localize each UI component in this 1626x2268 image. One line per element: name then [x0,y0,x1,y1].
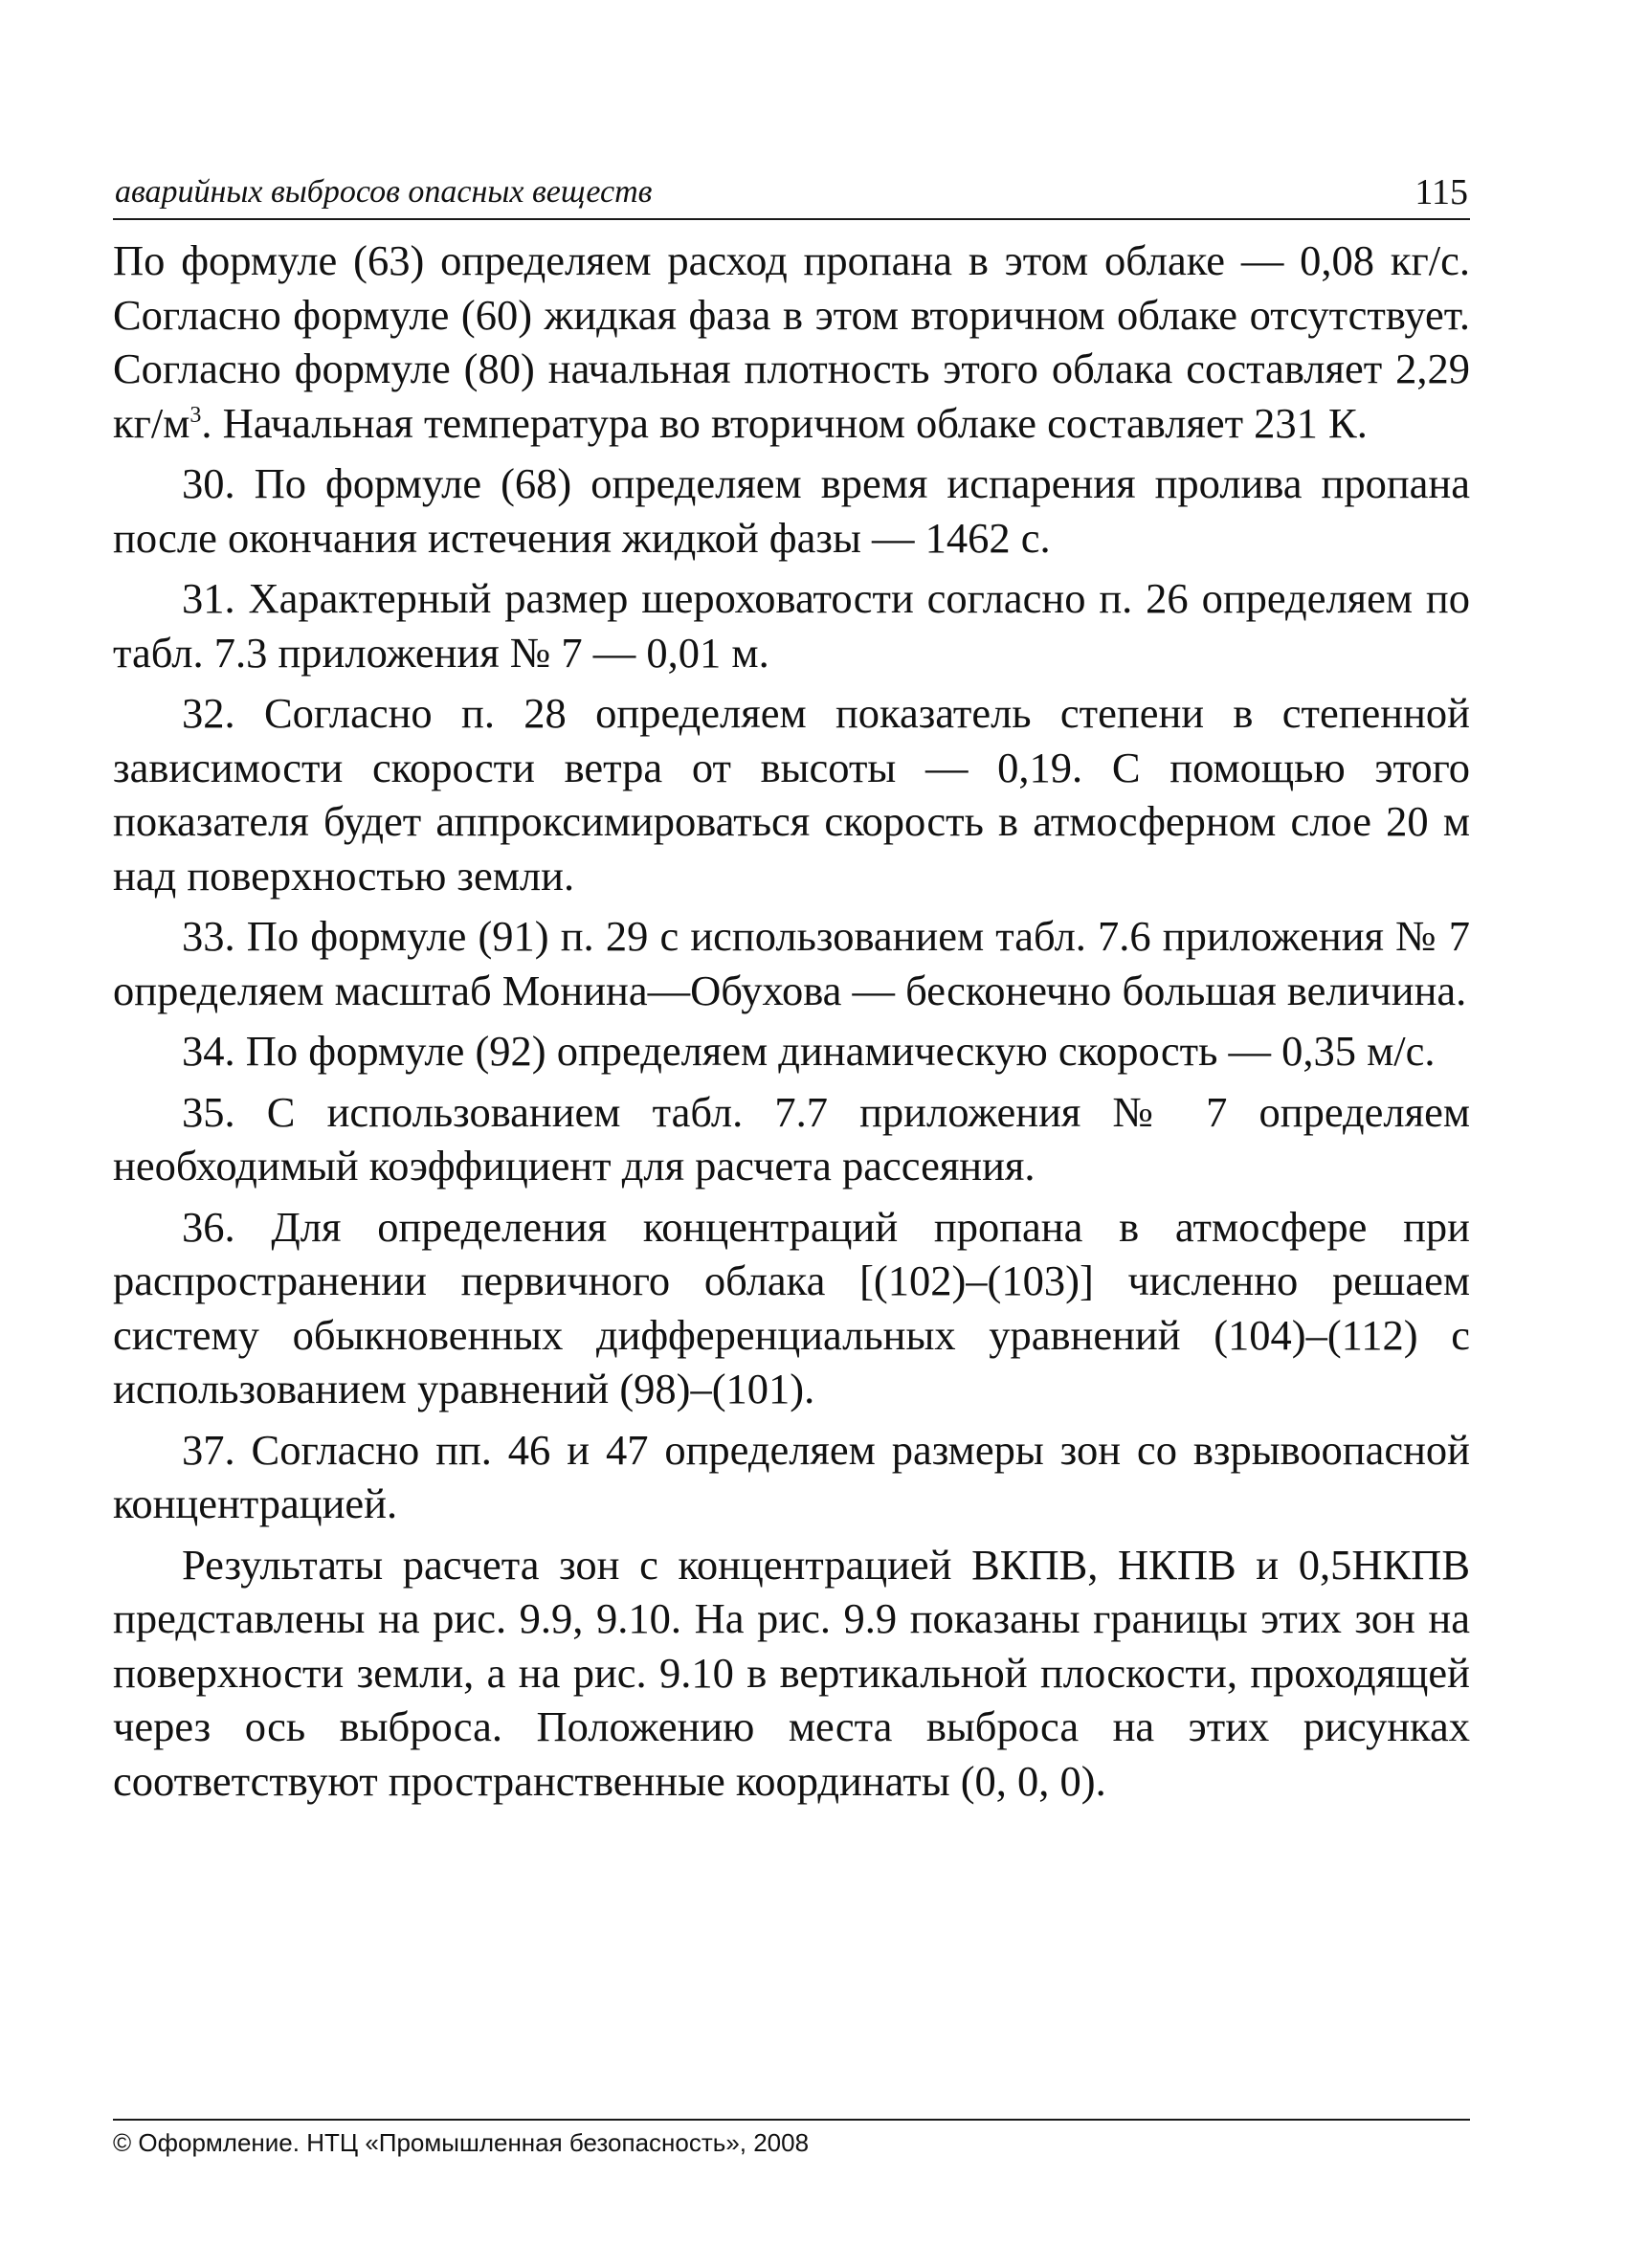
paragraph-item-34: 34. По формуле (92) определяем динамическую скорость — 0,35 м/с. [182,1027,1436,1075]
superscript-cubic: 3 [189,402,202,428]
paragraph-item-37: 37. Согласно пп. 46 и 47 определяем размеры зон со взрывоопасной концентрацией. [113,1425,1470,1527]
footer-divider [113,2119,1470,2121]
paragraph-results: Результаты расчета зон с концентрацией ВКПВ, НКПВ и 0,5НКПВ представлены на рис. 9.9, 9.10. На рис. 9.9 показаны границы этих зон на поверхности земли, а на рис. 9.10 в вертикальной плоскости, проходящей через ось выброса. Положению места выброса на этих рисунках соответствуют пространственные координаты (0, 0, 0). [113,1540,1470,1805]
paragraph-propane-flow [113,233,1470,450]
paragraph-item-30: 30. По формуле (68) определяем время испарения пролива пропана после окончания истечения жидкой фазы — 1462 с. [113,459,1470,562]
paragraph-item-33: 33. По формуле (91) п. 29 с использованием табл. 7.6 приложения № 7 определяем масштаб Монина—Обухова — бесконечно большая величина. [113,912,1470,1014]
paragraph-text: По формуле (63) определяем расход пропана в этом облаке — 0,08 кг/с. Согласно формуле (60) жидкая фаза в этом вторичном облаке отсутствует. Согласно формуле (80) начальная плотность этого облака составляет 2,29 кг/м [113,236,1470,447]
paragraph-item-31: 31. Характерный размер шероховатости согласно п. 26 определяем по табл. 7.3 приложения № 7 — 0,01 м. [113,574,1470,677]
paragraph-item-32: 32. Согласно п. 28 определяем показатель степени в степенной зависимости скорости ветра от высоты — 0,19. С помощью этого показателя будет аппроксимироваться скорость в атмосферном слое 20 м над поверхностью земли. [113,689,1470,900]
paragraph-text-continued: . Начальная температура во вторичном облаке составляет 231 К. [201,398,1368,447]
main-text [113,233,1470,1814]
running-header [113,172,1470,220]
paragraph-item-36: 36. Для определения концентраций пропана в атмосфере при распространении первичного облака [(102)–(103)] численно решаем систему обыкновенных дифференциальных уравнений (104)–(112) с использованием уравнений (98)–(101). [113,1202,1470,1412]
running-header-title: аварийных выбросов опасных веществ [115,174,653,210]
copyright-notice: © Оформление. НТЦ «Промышленная безопасность», 2008 [113,2128,810,2157]
page-number: 115 [1414,172,1468,212]
paragraph-item-35: 35. С использованием табл. 7.7 приложения № 7 определяем необходимый коэффициент для расчета рассеяния. [113,1087,1470,1190]
